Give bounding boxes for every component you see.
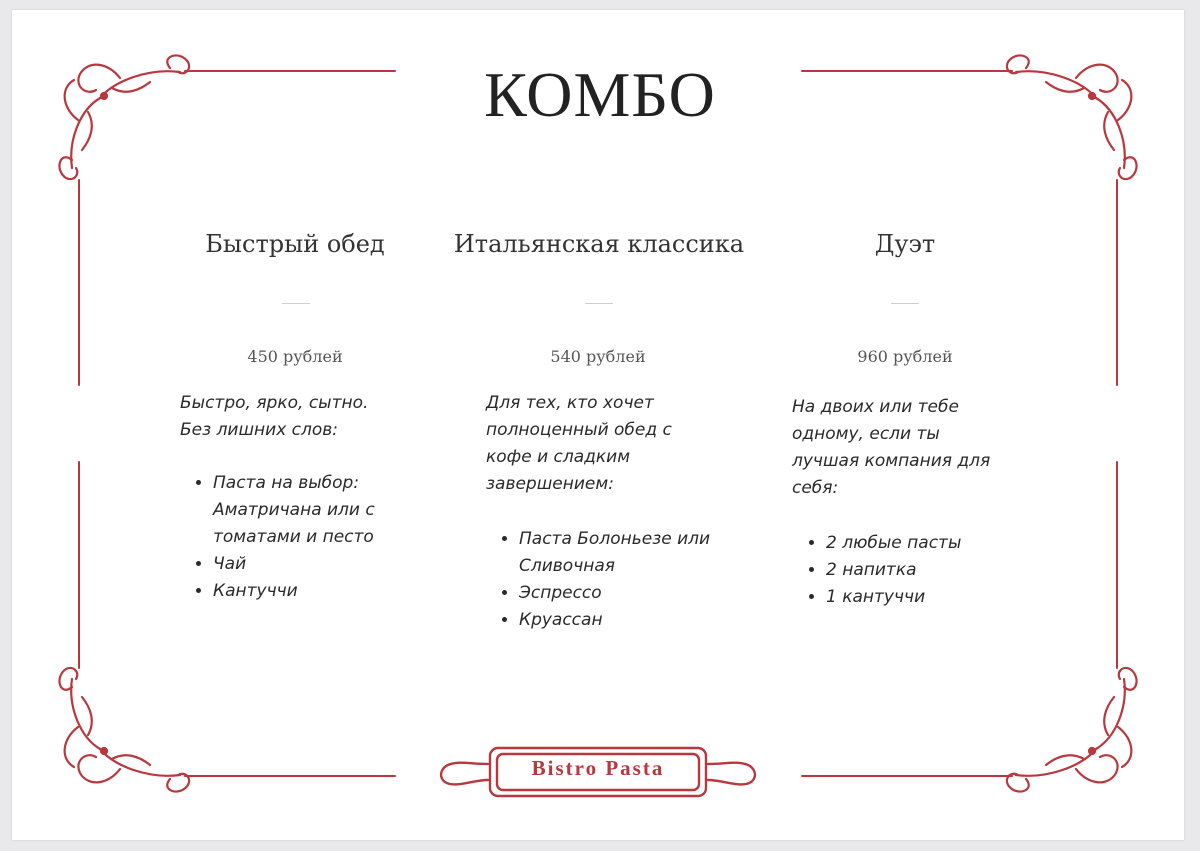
list-item: • Паста на выбор: Аматричана или с томатами и песто xyxy=(213,470,443,551)
combo-description: Для тех, кто хочет полноценный обед с кофе и сладким завершением: xyxy=(486,393,672,494)
list-item: • Чай xyxy=(213,551,443,578)
combo-name: Дуэт xyxy=(874,230,936,258)
corner-ornament-bottom-left xyxy=(59,668,189,792)
list-item: • 2 любые пасты xyxy=(826,530,1046,557)
list-item: • 1 кантуччи xyxy=(826,584,1046,611)
list-item: • 2 напитка xyxy=(826,557,1046,584)
combo-items xyxy=(792,530,1046,611)
combo-price: 450 рублей xyxy=(247,347,343,366)
menu-title: КОМБО xyxy=(484,59,716,130)
combo-price: 540 рублей xyxy=(550,347,646,366)
list-item: • Эспрессо xyxy=(519,580,749,607)
divider xyxy=(282,303,310,304)
corner-ornament-bottom-right xyxy=(1007,668,1137,792)
combo-items xyxy=(179,470,443,605)
divider xyxy=(585,303,613,304)
combo-price: 960 рублей xyxy=(857,347,953,366)
combo-description: Быстро, ярко, сытно. Без лишних слов: xyxy=(180,393,369,440)
list-item: • Круассан xyxy=(519,607,749,634)
brand-logo-text: Bistro Pasta xyxy=(531,756,665,780)
combo-name: Быстрый обед xyxy=(205,230,385,258)
divider xyxy=(891,303,919,304)
combo-name: Итальянская классика xyxy=(453,230,745,258)
combo-items xyxy=(485,526,749,634)
combo-description: На двоих или тебе одному, если ты лучшая компания для себя: xyxy=(792,397,991,498)
list-item: • Кантуччи xyxy=(213,578,443,605)
list-item: • Паста Болоньезе или Сливочная xyxy=(519,526,749,580)
